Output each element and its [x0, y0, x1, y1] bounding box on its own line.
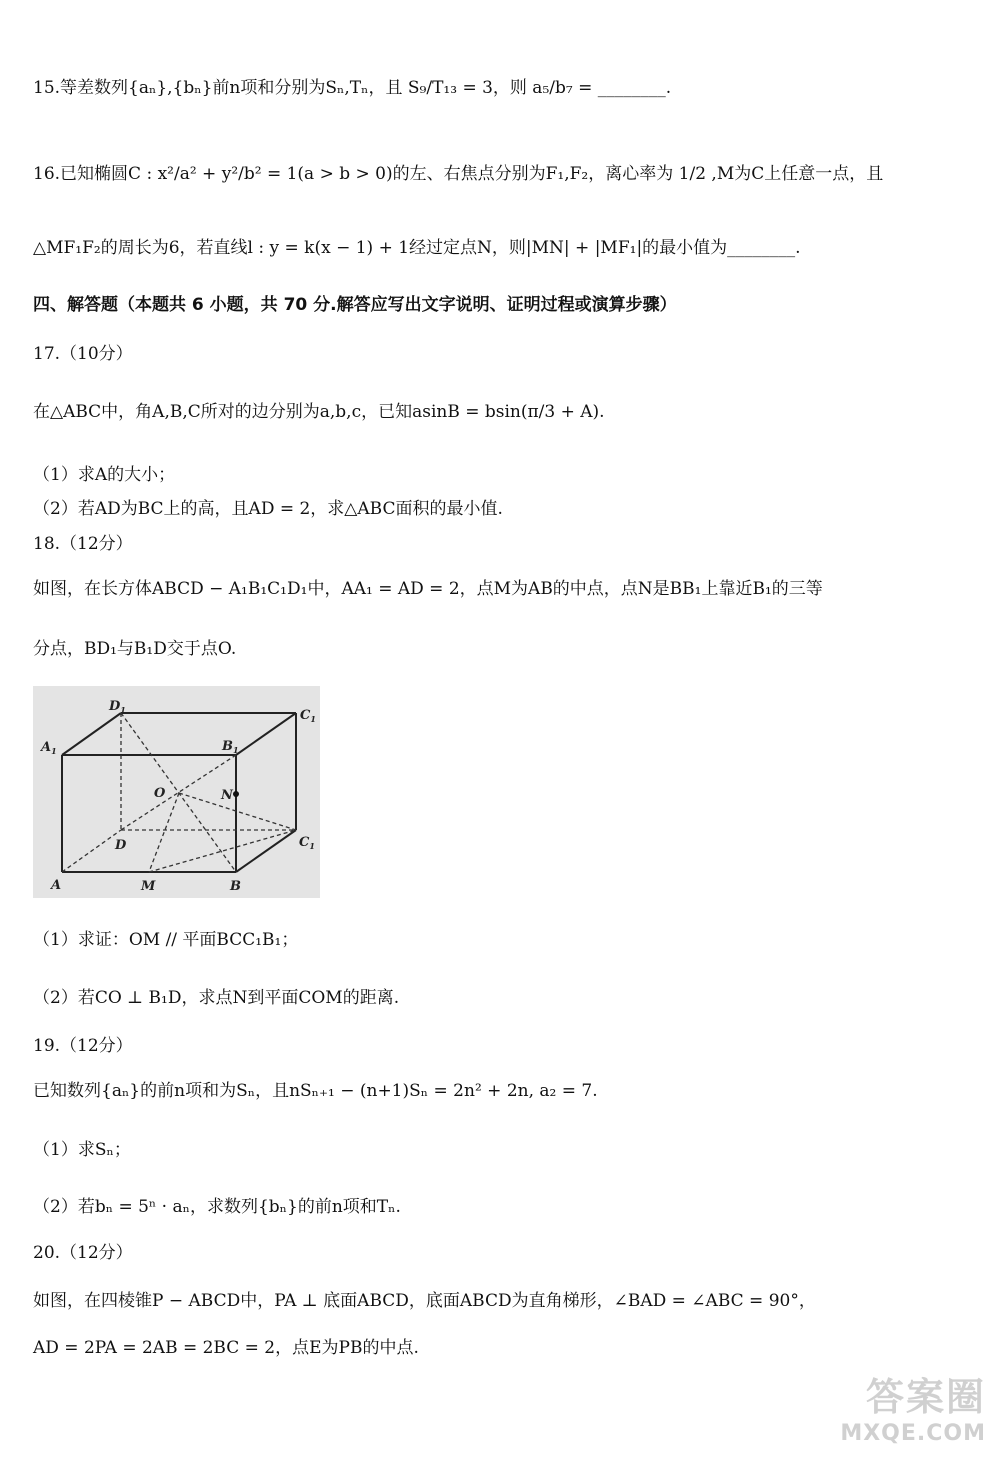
line-q17h: 17.（10分）: [33, 344, 133, 364]
point-n: [233, 791, 239, 797]
watermark-url: MXQE.COM: [840, 1421, 986, 1446]
line-q20b: AD = 2PA = 2AB = 2BC = 2，点E为PB的中点.: [33, 1338, 419, 1358]
line-q18a: 如图，在长方体ABCD − A₁B₁C₁D₁中，AA₁ = AD = 2，点M为AB的中点，点N是BB₁上靠近B₁的三等: [33, 579, 823, 599]
line-q15: 15.等差数列{aₙ},{bₙ}前n项和分别为Sₙ,Tₙ，且 S₉/T₁₃ = 3，则 a₅/b₇ = ________.: [33, 78, 672, 98]
label-n: N: [221, 788, 233, 803]
line-q18p2: （2）若CO ⊥ B₁D，求点N到平面COM的距离.: [33, 988, 400, 1008]
line-q19p1: （1）求Sₙ；: [33, 1140, 131, 1160]
line-q18p1: （1）求证：OM // 平面BCC₁B₁；: [33, 930, 299, 950]
line-q17p2: （2）若AD为BC上的高，且AD = 2，求△ABC面积的最小值.: [33, 499, 503, 519]
label-d1: $D_1$: [109, 699, 126, 715]
line-q19: 已知数列{aₙ}的前n项和为Sₙ，且nSₙ₊₁ − (n+1)Sₙ = 2n² + 2n, a₂ = 7.: [33, 1081, 598, 1101]
line-q17p1: （1）求A的大小；: [33, 465, 176, 485]
line-q18h: 18.（12分）: [33, 534, 133, 554]
line-q18b: 分点，BD₁与B₁D交于点O.: [33, 639, 237, 659]
line-q19p2: （2）若bₙ = 5ⁿ · aₙ，求数列{bₙ}的前n项和Tₙ.: [33, 1197, 401, 1217]
line-q20a: 如图，在四棱锥P − ABCD中，PA ⊥ 底面ABCD，底面ABCD为直角梯形，∠BAD = ∠ABC = 90°，: [33, 1291, 816, 1311]
cuboid-figure: [33, 686, 320, 898]
line-q20h: 20.（12分）: [33, 1243, 133, 1263]
line-q17: 在△ABC中，角A,B,C所对的边分别为a,b,c，已知asinB = bsin(π/3 + A).: [33, 402, 605, 422]
label-d: D: [115, 838, 127, 853]
line-sec4: 四、解答题（本题共 6 小题，共 70 分.解答应写出文字说明、证明过程或演算步骤）: [33, 295, 677, 315]
watermark: [840, 1366, 986, 1446]
label-a1: $A_1$: [41, 740, 57, 756]
cuboid-diagram: [33, 686, 320, 898]
label-m: M: [141, 879, 156, 894]
watermark-cn: 答案圈: [865, 1375, 986, 1419]
label-c1: $C_1$: [300, 708, 316, 724]
line-q19h: 19.（12分）: [33, 1036, 133, 1056]
label-a: A: [51, 878, 62, 893]
label-b: B: [230, 879, 241, 894]
line-q16b: △MF₁F₂的周长为6，若直线l : y = k(x − 1) + 1经过定点N，则|MN| + |MF₁|的最小值为________.: [33, 238, 801, 258]
label-c: $C_1$: [299, 835, 315, 851]
label-o: O: [154, 786, 166, 801]
label-b1: $B_1$: [222, 739, 239, 755]
line-q16a: 16.已知椭圆C : x²/a² + y²/b² = 1(a > b > 0)的左、右焦点分别为F₁,F₂，离心率为 1/2 ,M为C上任意一点，且: [33, 164, 884, 184]
